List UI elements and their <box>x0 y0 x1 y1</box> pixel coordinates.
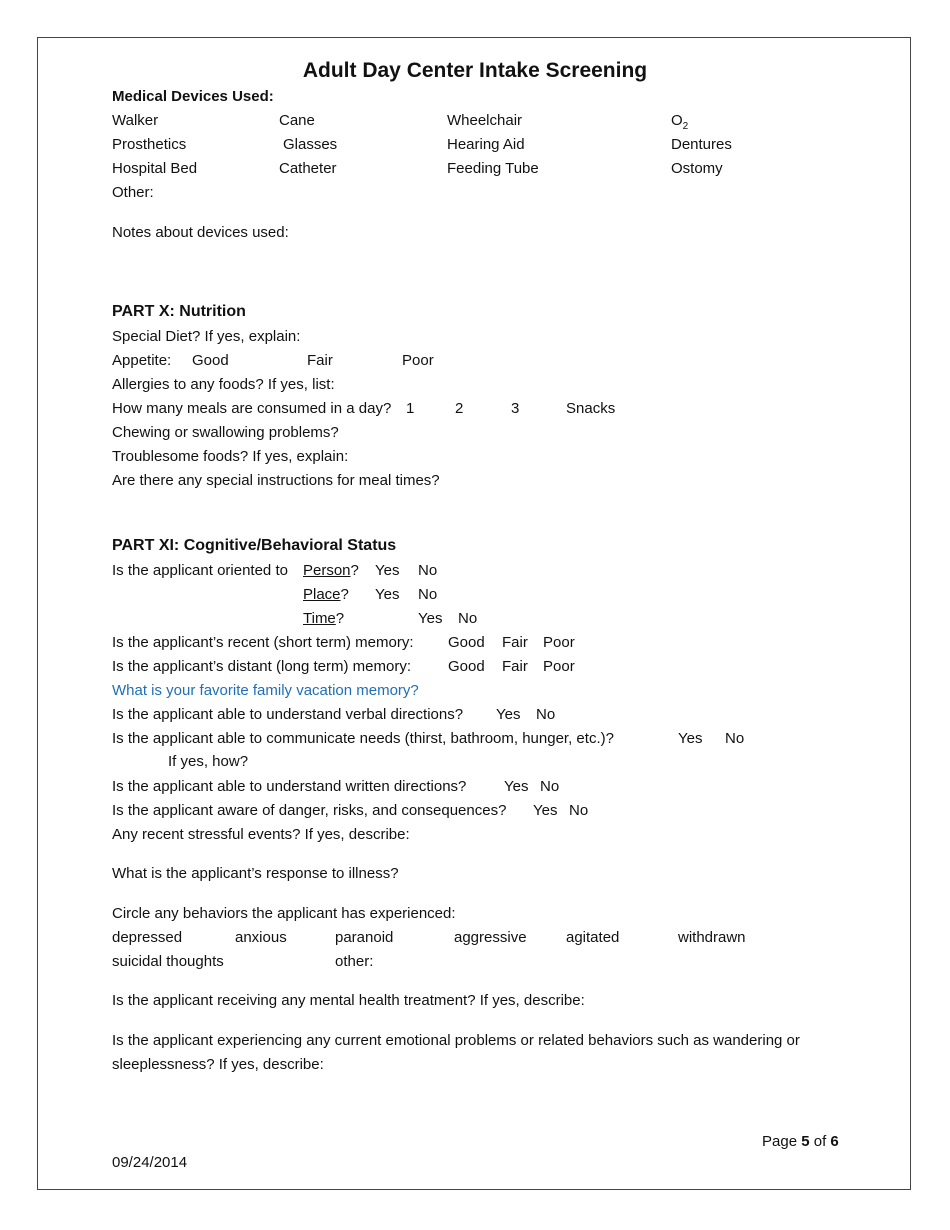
written-directions-question: Is the applicant able to understand written directions? <box>112 778 467 795</box>
emotional-problems-line1: Is the applicant experiencing any current emotional problems or related behaviors such as wandering or <box>112 1032 800 1049</box>
communicate-yes: Yes <box>678 730 703 747</box>
distant-memory-question: Is the applicant’s distant (long term) memory: <box>112 658 412 675</box>
danger-no: No <box>569 802 589 819</box>
food-allergies-question: Allergies to any foods? If yes, list: <box>112 376 335 393</box>
meals-option-snacks: Snacks <box>566 400 616 417</box>
device-catheter: Catheter <box>279 160 337 177</box>
oriented-time-yes: Yes <box>418 610 443 627</box>
oriented-place-label: Place <box>303 586 341 603</box>
chewing-question: Chewing or swallowing problems? <box>112 424 339 441</box>
page-number <box>762 1133 839 1151</box>
distant-memory-fair: Fair <box>502 658 528 675</box>
oriented-person-label: Person <box>303 562 351 579</box>
oriented-person-no: No <box>418 562 438 579</box>
device-walker: Walker <box>112 112 159 129</box>
device-prosthetics: Prosthetics <box>112 136 187 153</box>
mental-health-question: Is the applicant receiving any mental health treatment? If yes, describe: <box>112 992 585 1009</box>
response-illness-question: What is the applicant’s response to illness? <box>112 865 399 882</box>
oriented-prefix: Is the applicant oriented to <box>112 562 288 579</box>
behavior-anxious: anxious <box>235 929 287 946</box>
behavior-depressed: depressed <box>112 929 183 946</box>
footer-date: 09/24/2014 <box>112 1154 188 1171</box>
distant-memory-poor: Poor <box>543 658 575 675</box>
recent-memory-good: Good <box>448 634 485 651</box>
danger-awareness-question: Is the applicant aware of danger, risks, and consequences? <box>112 802 507 819</box>
oriented-person-yes: Yes <box>375 562 400 579</box>
oriented-time <box>303 610 344 628</box>
communicate-no: No <box>725 730 745 747</box>
oriented-time-label: Time <box>303 610 336 627</box>
device-o2-subscript: 2 <box>682 121 689 132</box>
verbal-yes: Yes <box>496 706 521 723</box>
troublesome-foods-question: Troublesome foods? If yes, explain: <box>112 448 349 465</box>
recent-memory-poor: Poor <box>543 634 575 651</box>
emotional-problems-line2: sleeplessness? If yes, describe: <box>112 1056 324 1073</box>
cognitive-heading: PART XI: Cognitive/Behavioral Status <box>112 537 397 554</box>
meals-option-3: 3 <box>511 400 520 417</box>
device-feeding-tube: Feeding Tube <box>447 160 539 177</box>
verbal-no: No <box>536 706 556 723</box>
stressful-events-question: Any recent stressful events? If yes, describe: <box>112 826 410 843</box>
appetite-option-good: Good <box>192 352 229 369</box>
written-no: No <box>540 778 560 795</box>
circle-behaviors-instruction: Circle any behaviors the applicant has experienced: <box>112 905 456 922</box>
meals-question: How many meals are consumed in a day? <box>112 400 392 417</box>
page-current: 5 <box>801 1133 810 1150</box>
behavior-withdrawn: withdrawn <box>678 929 746 946</box>
page-of: of <box>813 1133 827 1150</box>
recent-memory-fair: Fair <box>502 634 528 651</box>
behavior-aggressive: aggressive <box>454 929 527 946</box>
if-yes-how: If yes, how? <box>168 753 249 770</box>
written-yes: Yes <box>504 778 529 795</box>
oriented-place <box>303 586 349 604</box>
oriented-time-no: No <box>458 610 478 627</box>
nutrition-heading: PART X: Nutrition <box>112 303 246 320</box>
oriented-place-no: No <box>418 586 438 603</box>
devices-heading: Medical Devices Used: <box>112 88 274 105</box>
page-total: 6 <box>830 1133 839 1150</box>
behavior-suicidal-thoughts: suicidal thoughts <box>112 953 224 970</box>
appetite-option-poor: Poor <box>402 352 434 369</box>
device-o2 <box>671 112 688 130</box>
oriented-place-yes: Yes <box>375 586 400 603</box>
special-diet-question: Special Diet? If yes, explain: <box>112 328 301 345</box>
device-o2-label: O <box>671 112 683 129</box>
page-title: Adult Day Center Intake Screening <box>302 59 648 82</box>
device-hearing-aid: Hearing Aid <box>447 136 525 153</box>
oriented-person <box>303 562 359 580</box>
meals-option-2: 2 <box>455 400 464 417</box>
communicate-needs-question: Is the applicant able to communicate needs (thirst, bathroom, hunger, etc.)? <box>112 730 614 747</box>
behavior-agitated: agitated <box>566 929 620 946</box>
recent-memory-question: Is the applicant’s recent (short term) memory: <box>112 634 414 651</box>
behavior-paranoid: paranoid <box>335 929 394 946</box>
page-prefix: Page <box>762 1133 798 1150</box>
oriented-time-qmark: ? <box>335 610 345 627</box>
meal-instructions-question: Are there any special instructions for meal times? <box>112 472 440 489</box>
device-hospital-bed: Hospital Bed <box>112 160 198 177</box>
appetite-option-fair: Fair <box>307 352 333 369</box>
device-ostomy: Ostomy <box>671 160 723 177</box>
oriented-place-qmark: ? <box>340 586 349 603</box>
distant-memory-good: Good <box>448 658 485 675</box>
favorite-memory-question: What is your favorite family vacation memory? <box>112 682 419 699</box>
device-dentures: Dentures <box>671 136 732 153</box>
device-other: Other: <box>112 184 154 201</box>
device-wheelchair: Wheelchair <box>447 112 523 129</box>
oriented-person-qmark: ? <box>350 562 359 579</box>
device-notes: Notes about devices used: <box>112 224 289 241</box>
behavior-other: other: <box>335 953 374 970</box>
meals-option-1: 1 <box>406 400 415 417</box>
device-cane: Cane <box>279 112 315 129</box>
appetite-label: Appetite: <box>112 352 172 369</box>
verbal-directions-question: Is the applicant able to understand verbal directions? <box>112 706 464 723</box>
danger-yes: Yes <box>533 802 558 819</box>
device-glasses: Glasses <box>283 136 338 153</box>
